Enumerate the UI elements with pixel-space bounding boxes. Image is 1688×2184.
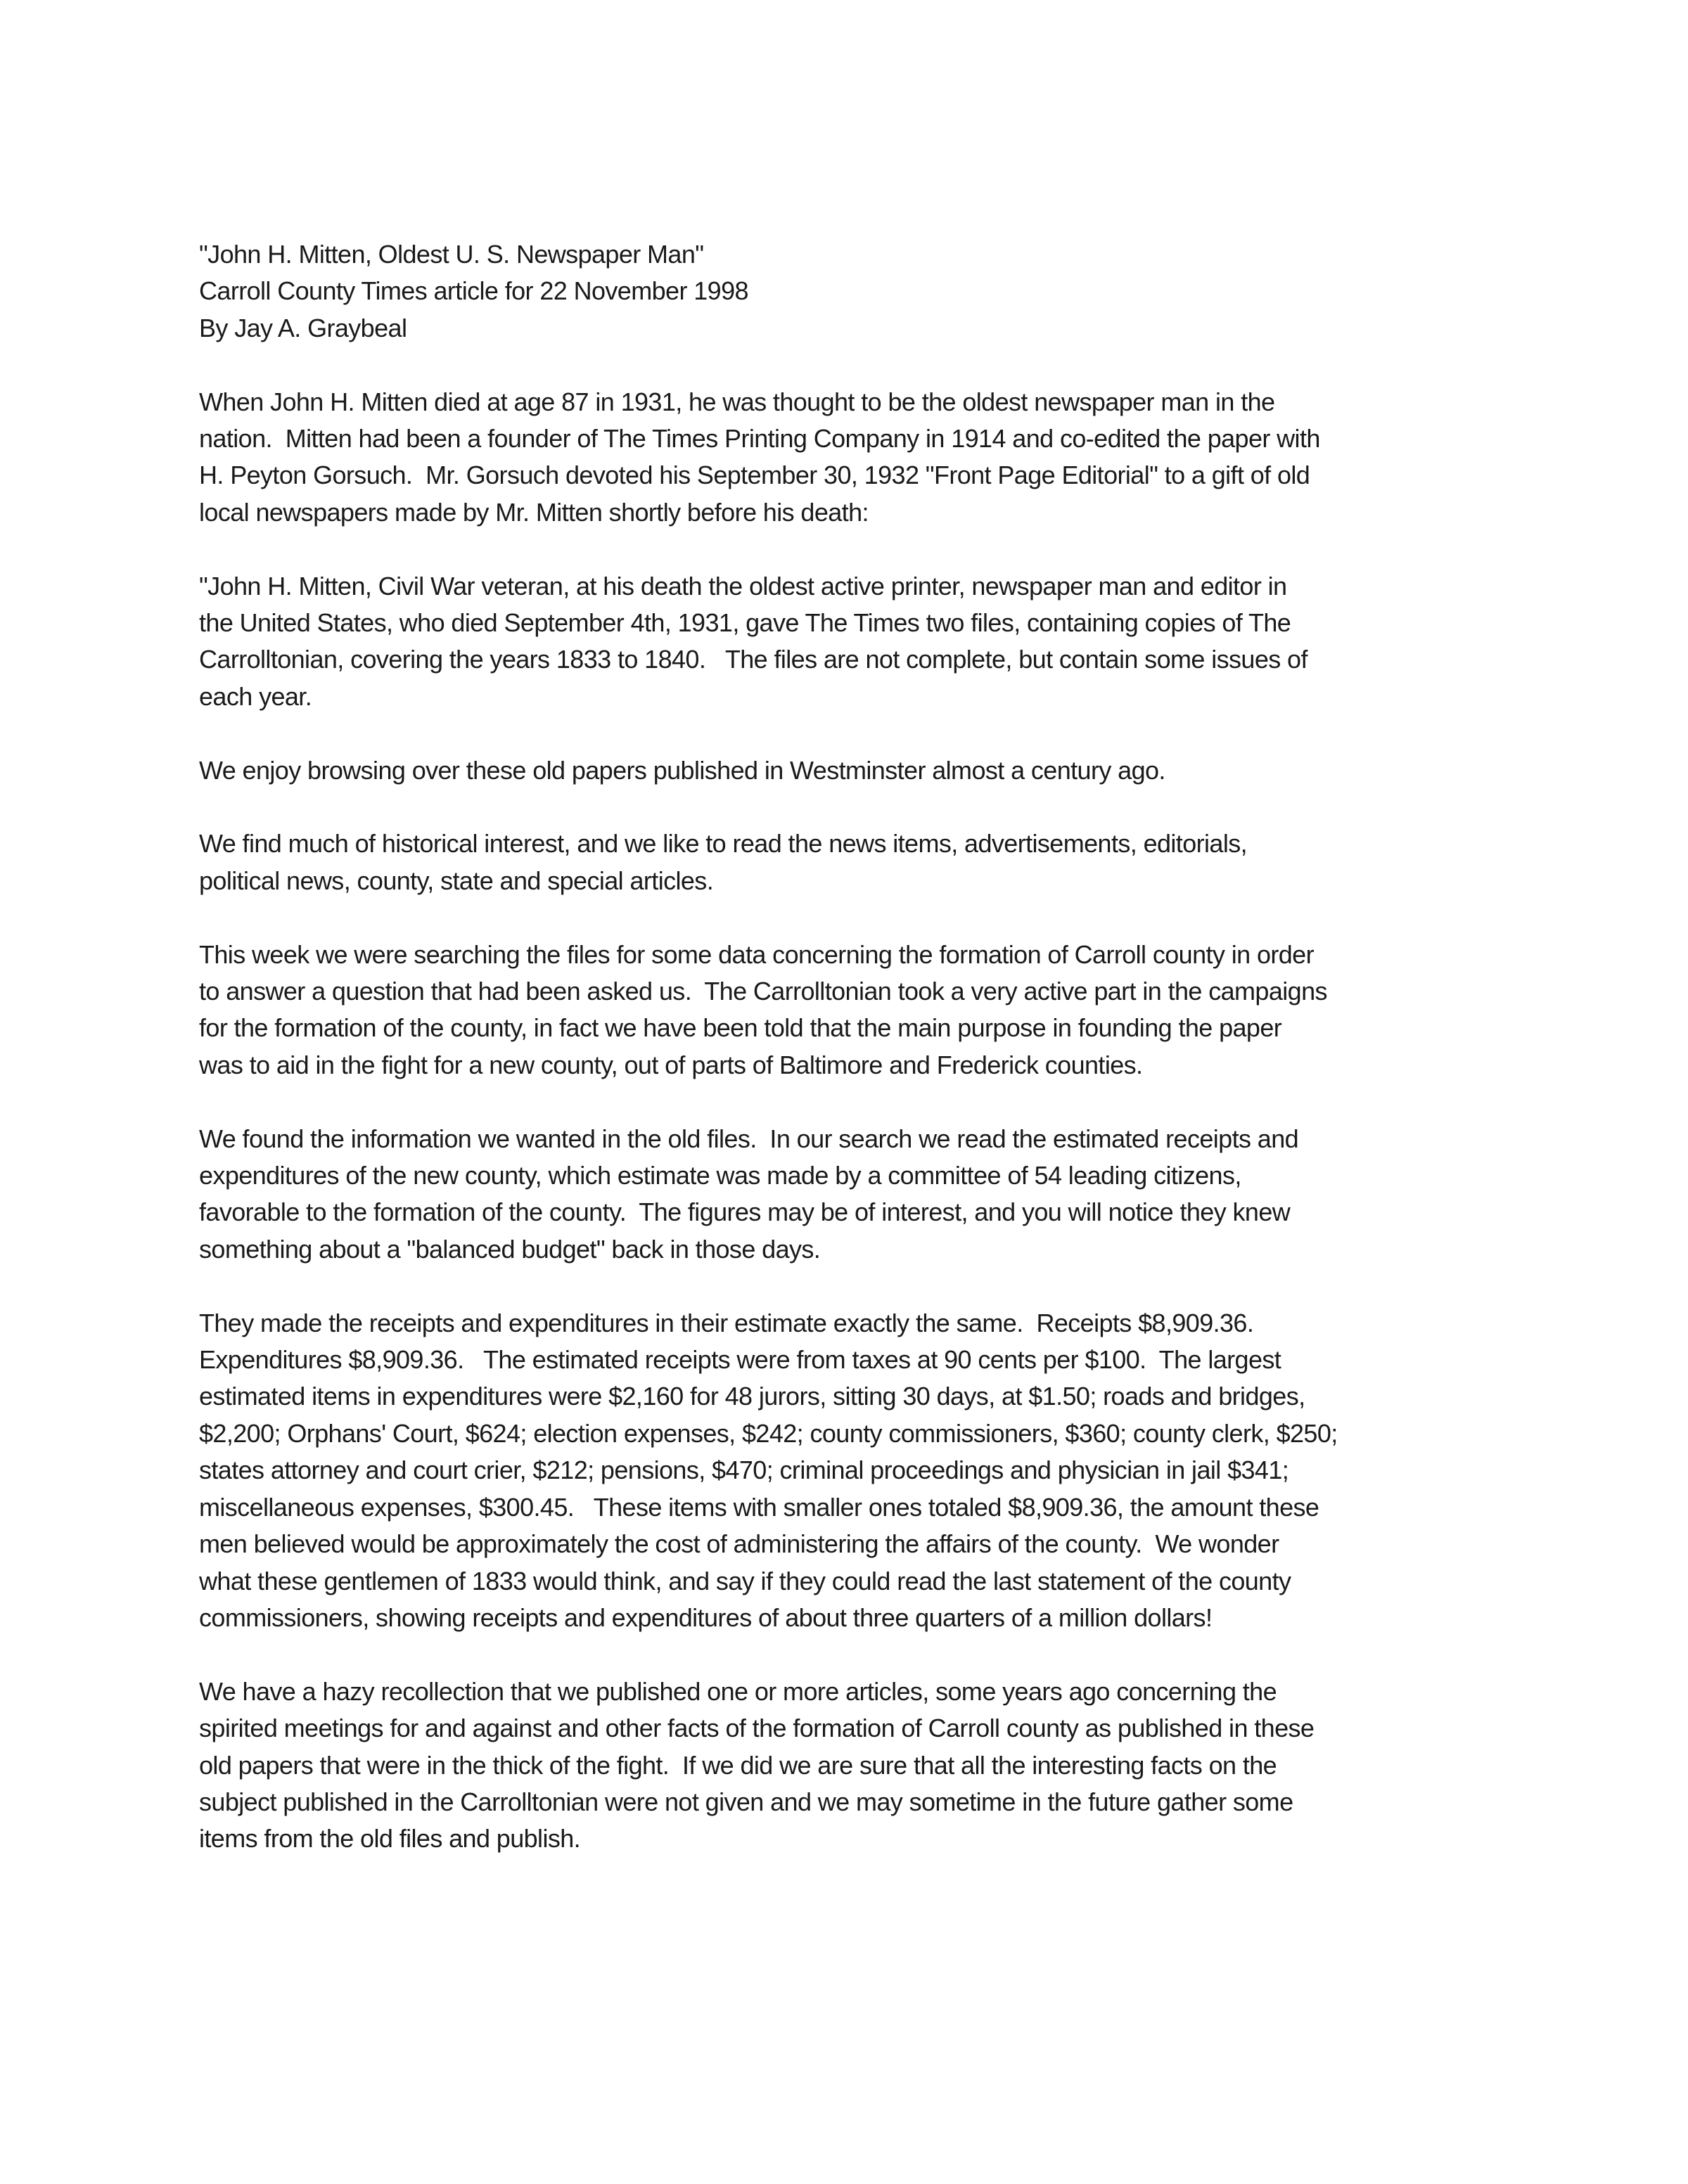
paragraph-line: subject published in the Carrolltonian were not given and we may sometime in the future gather some bbox=[199, 1787, 1293, 1816]
paragraph bbox=[199, 568, 1535, 716]
paragraph-line: commissioners, showing receipts and expenditures of about three quarters of a million dollars! bbox=[199, 1602, 1213, 1632]
paragraph-line: We have a hazy recollection that we published one or more articles, some years ago concerning the bbox=[199, 1676, 1277, 1706]
article-body bbox=[199, 384, 1535, 1858]
article-header bbox=[199, 236, 1535, 347]
paragraph-line: estimated items in expenditures were $2,160 for 48 jurors, sitting 30 days, at $1.50; roads and bridges, bbox=[199, 1382, 1305, 1411]
paragraph bbox=[199, 1121, 1535, 1268]
paragraph bbox=[199, 1674, 1535, 1858]
paragraph-line: We enjoy browsing over these old papers published in Westminster almost a century ago. bbox=[199, 755, 1165, 785]
paragraph bbox=[199, 1305, 1535, 1637]
paragraph-line: political news, county, state and special articles. bbox=[199, 866, 714, 895]
paragraph-line: men believed would be approximately the cost of administering the affairs of the county. We wonder bbox=[199, 1529, 1279, 1559]
paragraph-line: to answer a question that had been asked us. The Carrolltonian took a very active part in the campaigns bbox=[199, 977, 1327, 1006]
paragraph bbox=[199, 384, 1535, 532]
paragraph-line: favorable to the formation of the county. The figures may be of interest, and you will notice they knew bbox=[199, 1197, 1291, 1227]
paragraph bbox=[199, 752, 1535, 789]
paragraph-line: states attorney and court crier, $212; pensions, $470; criminal proceedings and physician in jail $341; bbox=[199, 1456, 1289, 1485]
article-byline: By Jay A. Graybeal bbox=[199, 313, 407, 342]
paragraph-line: was to aid in the fight for a new county, out of parts of Baltimore and Frederick counties. bbox=[199, 1050, 1143, 1079]
paragraph-line: for the formation of the county, in fact we have been told that the main purpose in founding the paper bbox=[199, 1013, 1282, 1043]
paragraph-line: what these gentlemen of 1833 would think, and say if they could read the last statement of the county bbox=[199, 1566, 1291, 1595]
paragraph bbox=[199, 826, 1535, 899]
paragraph-line: They made the receipts and expenditures in their estimate exactly the same. Receipts $8,909.36. bbox=[199, 1308, 1254, 1337]
paragraph-line: "John H. Mitten, Civil War veteran, at his death the oldest active printer, newspaper man and editor in bbox=[199, 571, 1287, 600]
paragraph-line: the United States, who died September 4th, 1931, gave The Times two files, containing copies of The bbox=[199, 608, 1291, 638]
paragraph-line: We find much of historical interest, and we like to read the news items, advertisements, editorials, bbox=[199, 829, 1248, 859]
paragraph-line: When John H. Mitten died at age 87 in 1931, he was thought to be the oldest newspaper man in the bbox=[199, 387, 1275, 416]
paragraph bbox=[199, 937, 1535, 1084]
paragraph-line: This week we were searching the files for some data concerning the formation of Carroll county in order bbox=[199, 939, 1314, 969]
paragraph-line: Expenditures $8,909.36. The estimated receipts were from taxes at 90 cents per $100. The largest bbox=[199, 1345, 1281, 1375]
paragraph-line: nation. Mitten had been a founder of The Times Printing Company in 1914 and co-edited the paper with bbox=[199, 424, 1320, 454]
paragraph-line: spirited meetings for and against and other facts of the formation of Carroll county as published in these bbox=[199, 1714, 1315, 1743]
paragraph-line: H. Peyton Gorsuch. Mr. Gorsuch devoted his September 30, 1932 "Front Page Editorial" to a gift of old bbox=[199, 461, 1310, 490]
document-page bbox=[199, 236, 1535, 1894]
paragraph-line: $2,200; Orphans' Court, $624; election expenses, $242; county commissioners, $360; county clerk, $250; bbox=[199, 1418, 1338, 1448]
paragraph-line: Carrolltonian, covering the years 1833 to 1840. The files are not complete, but contain some issues of bbox=[199, 645, 1307, 674]
paragraph-line: old papers that were in the thick of the fight. If we did we are sure that all the interesting facts on the bbox=[199, 1750, 1277, 1780]
paragraph-line: miscellaneous expenses, $300.45. These items with smaller ones totaled $8,909.36, the amount these bbox=[199, 1492, 1319, 1522]
paragraph-line: something about a "balanced budget" back in those days. bbox=[199, 1234, 821, 1264]
paragraph-line: We found the information we wanted in the old files. In our search we read the estimated receipts and bbox=[199, 1124, 1299, 1153]
paragraph-line: local newspapers made by Mr. Mitten shortly before his death: bbox=[199, 497, 869, 527]
article-subtitle: Carroll County Times article for 22 November 1998 bbox=[199, 276, 748, 306]
article-title: "John H. Mitten, Oldest U. S. Newspaper Man" bbox=[199, 240, 704, 269]
paragraph-line: items from the old files and publish. bbox=[199, 1824, 581, 1854]
paragraph-line: expenditures of the new county, which estimate was made by a committee of 54 leading citizens, bbox=[199, 1161, 1241, 1190]
paragraph-line: each year. bbox=[199, 681, 312, 711]
